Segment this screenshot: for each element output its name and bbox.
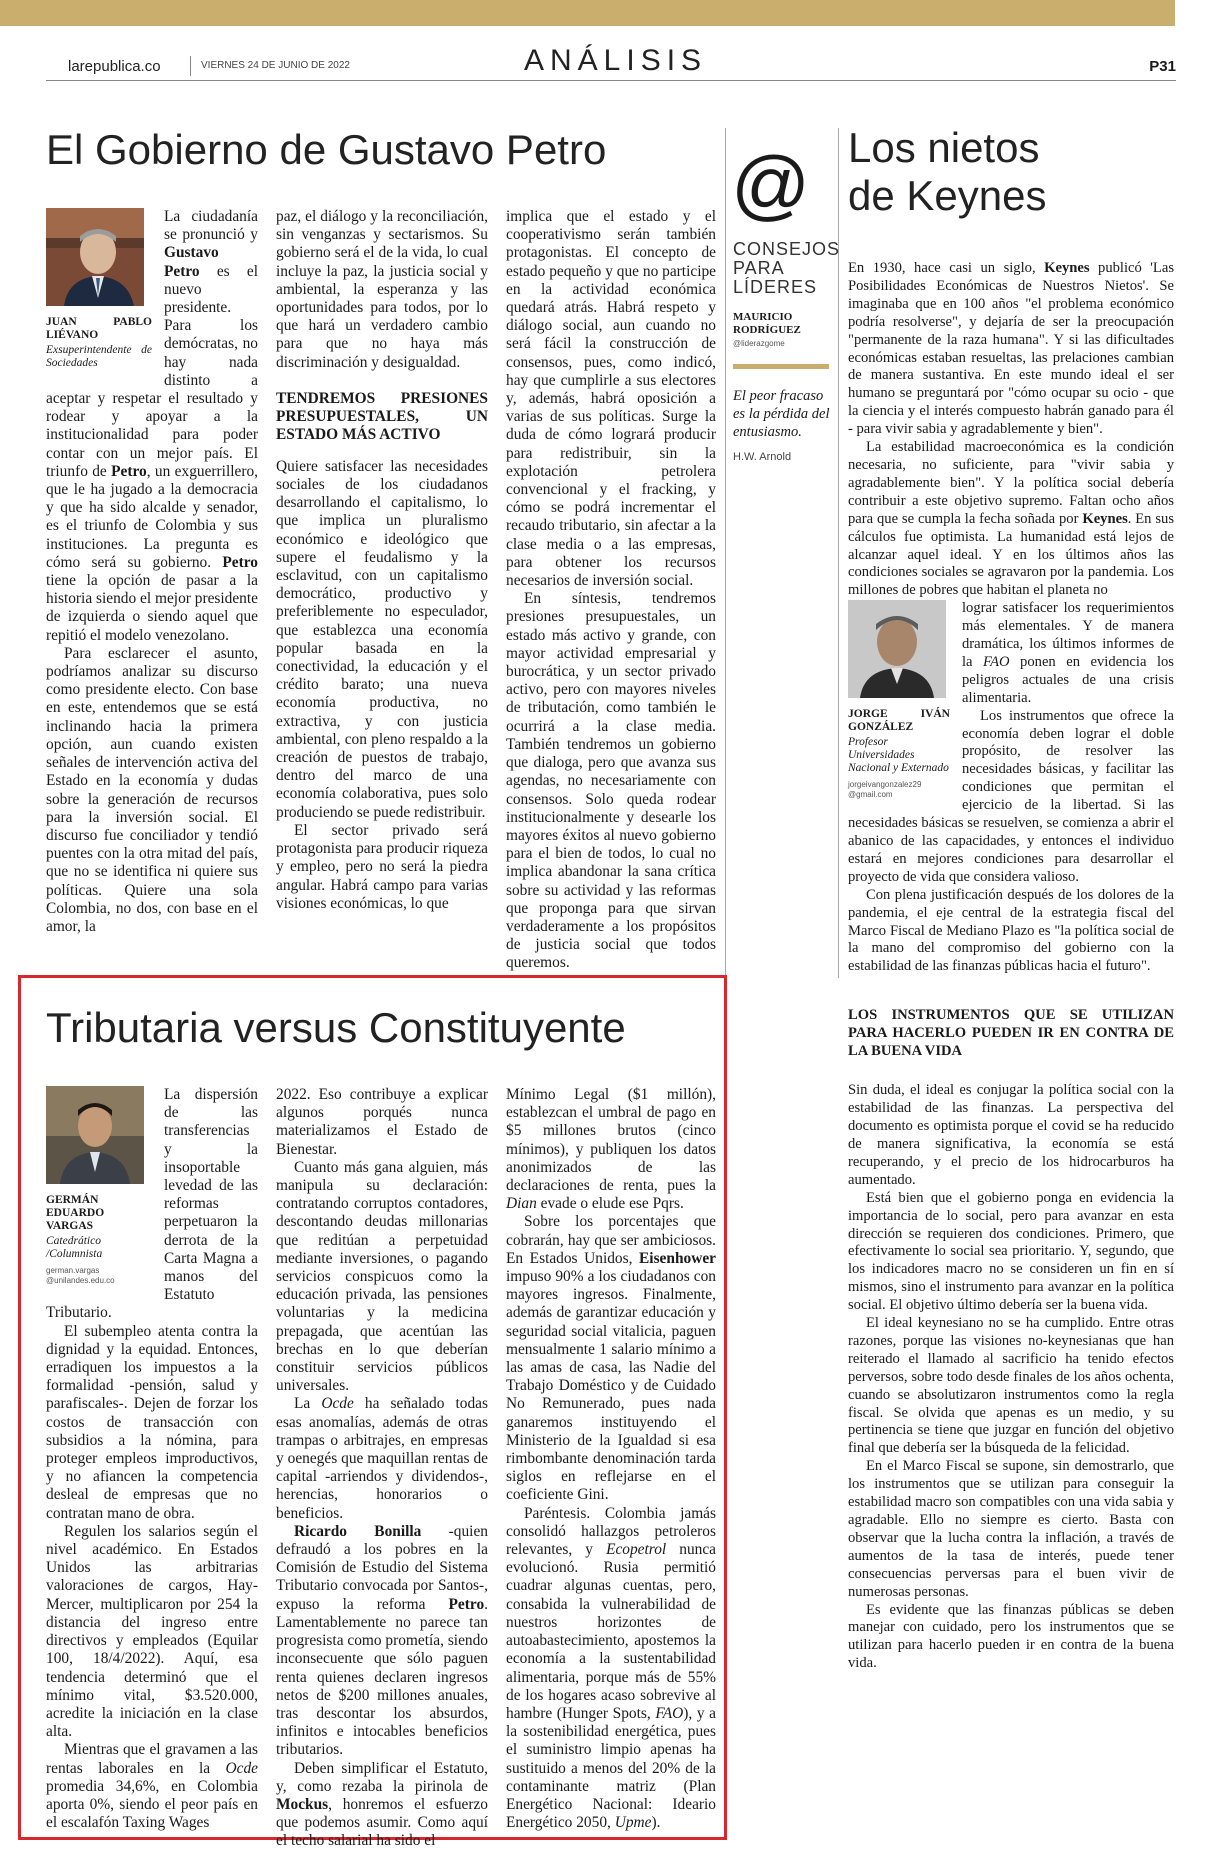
author-role: Exsuperintendente de Sociedades	[46, 344, 152, 369]
page-number: P31	[1149, 58, 1176, 75]
author-block	[848, 600, 950, 800]
paragraph: Regulen los salarios según el nivel académico. En Estados Unidos las arbitrarias valoraciones de cargos, Hay-Mercer, multiplicaron por 254 la distancia del ingreso entre directivos y empleados (Equilar 100, 18/4/2022). Aquí, esa tendencia determinó que el mínimo vital, $3.520.000, acredite la iniciación en la clase alta.	[46, 1522, 258, 1741]
article-petro-col3	[506, 208, 716, 973]
paragraph: La estabilidad macroeconómica es la condición necesaria, no suficiente, para "vivir sabia y agradablemente bien". Y la política social debería contribuir a este objetivo supremo. Faltan ocho años para que se cumpla la fecha soñada por Keynes. En sus cálculos fue optimista. La humanidad está lejos de alcanzar aquel ideal. Y en los últimos años las condiciones sociales se agravaron por la pandemia. Los millones de pobres que habitan el planeta no	[848, 439, 1174, 599]
paragraph: paz, el diálogo y la reconciliación, sin venganzas y sectarismos. Su gobierno será el de la vida, lo cual incluye la paz, la justicia social y ambiental, la esperanza y las oportunidades para todos, por lo que hará un verdadero cambio para que no haya más discriminación y desigualdad.	[276, 208, 488, 371]
consejos-box	[725, 128, 840, 463]
paragraph: La dispersión de las transferencias y la insoportable levedad de las reformas perpetuaron la derrota de la Carta Magna a manos del Estatuto Tributario.	[46, 1086, 258, 1322]
article-petro-col2	[276, 208, 488, 913]
author-name: JUAN PABLO LIÉVANO	[46, 316, 152, 341]
paragraph: Sin duda, el ideal es conjugar la política social con la estabilidad de las finanzas. La perspectiva del documento es optimista porque el covid se ha reducido de manera significativa, la economía se está recuperando, y el precio de los hidrocarburos ha aumentado.	[848, 1082, 1174, 1188]
article-title-keynes	[848, 124, 1046, 220]
author-role: Catedrático /Columnista	[46, 1235, 103, 1260]
paragraph: El subempleo atenta contra la dignidad y la equidad. Entonces, erradiquen los impuestos a la formalidad -pensión, salud y parafiscales-. Dejen de forzar los costos de transacción con subsidios a la nómina, para proteger empleos improductivos, y no afiancen la competencia desleal de empresas que no contratan mano de obra.	[46, 1322, 258, 1522]
author-role: Profesor Universidades Nacional y Externado	[848, 736, 949, 775]
consejos-author: MAURICIO RODRÍGUEZ	[733, 311, 801, 336]
article-tributaria-col3	[506, 1086, 716, 1832]
paragraph: Deben simplificar el Estatuto, y, como rezaba la pirinola de Mockus, honremos el esfuerzo que podemos asumir. Como aquí el techo salarial ha sido el	[276, 1759, 488, 1850]
article-subhead: LOS INSTRUMENTOS QUE SE UTILIZAN PARA HACERLO PUEDEN IR EN CONTRA DE LA BUENA VIDA	[848, 1007, 1174, 1060]
paragraph: Es evidente que las finanzas públicas se deben manejar con cuidado, pero los instrumentos que se utilizan para hacerlo pueden ir en contra de la buena vida.	[848, 1601, 1174, 1672]
author-email[interactable]: jorgeivangonzalez29 @gmail.com	[848, 780, 922, 800]
paragraph: En síntesis, tendremos presiones presupuestales, un estado más activo y grande, con mayor actividad empresarial y burocrática, y un sector privado activo, pero con mayores niveles de tributación, como también le ocurrirá a la clase media. También tendremos un gobierno que dialoga, pero que avanza sus agendas, no necesariamente con consensos. Solo queda rodear institucionalmente y desearle los mayores éxitos al nuevo gobierno para el bien de todos, lo cual no implica abandonar la sana crítica sobre su actividad y las reformas que proponga para que sirvan verdaderamente a los propósitos de justicia social que todos queremos.	[506, 590, 716, 972]
article-title-keynes-line2: de Keynes	[848, 172, 1047, 219]
article-keynes-part1	[848, 260, 1174, 600]
paragraph: Cuanto más gana alguien, más manipula su declaración: contratando corruptos contadores, descontando deudas millonarias que reditúan a perpetuidad mediante inversiones, o pagando servicios conspicuos como la educación privada, las pensiones voluntarias y la medicina prepagada, que acentúan las brechas en lo que deberían constituir servicios públicos universales.	[276, 1158, 488, 1395]
article-tributaria-col1	[46, 1086, 258, 1832]
author-photo	[46, 1086, 144, 1184]
consejos-rule	[733, 364, 829, 369]
paragraph: implica que el estado y el cooperativismo serán también protagonistas. El concepto de estado pequeño y que no participe en la actividad económica quedará atrás. Habrá respeto y diálogo social, aun cuando no será fácil la construcción de consensos, pues, como indicó, hay que cumplirle a sus electores y, además, habrá oposición a varias de sus políticas. Surge la duda de cómo logrará producir para redistribuir, sin la explotación petrolera convencional y el fracking, y cómo se podrá incrementar el recaudo tributario, sin afectar a la clase media o a las empresas, para obtener los recursos necesarios de inversión social.	[506, 208, 716, 590]
article-petro-col1	[46, 208, 258, 936]
consejos-handle[interactable]: @liderazgome	[733, 339, 785, 348]
paragraph: Mínimo Legal ($1 millón), establezcan el umbral de pago en $5 millones brutos (cinco mínimos), y publiquen los datos anonimizados de las declaraciones de renta, pues la Dian evade o elude ese Pqrs.	[506, 1086, 716, 1213]
article-petro-col3-text	[506, 208, 716, 973]
paragraph: La Ocde ha señalado todas esas anomalías, además de otras trampas o arbitrajes, en empresas y oenegés que maquillan rentas de capital -arriendos y dividendos-, herencias, honorarios o beneficios.	[276, 1395, 488, 1522]
author-block	[46, 1086, 152, 1286]
article-keynes-part3	[848, 1082, 1174, 1673]
consejos-title: CONSEJOS PARA LÍDERES	[733, 239, 841, 297]
paragraph: Sobre los porcentajes que cobrarán, hay que ser ambiciosos. En Estados Unidos, Eisenhower impuso 90% a los ciudadanos con mayores ingresos. Finalmente, además de garantizar educación y seguridad social vitalicia, paguen mensualmente 1 salario mínimo a las amas de casa, las Nadie del Trabajo Doméstico y de Cuidado No Remunerado, pues nada ganaremos instituyendo el Ministerio de la Igualdad si esa rimbombante denominación tarda siglos en reflejarse en el coeficiente Gini.	[506, 1213, 716, 1504]
author-name: GERMÁN EDUARDO VARGAS	[46, 1194, 105, 1232]
issue-date: VIERNES 24 DE JUNIO DE 2022	[201, 60, 350, 71]
paragraph: Mientras que el gravamen a las rentas laborales en la Ocde promedia 34,6%, en Colombia aporta 0%, siendo el peor país en el escalafón Taxing Wages	[46, 1741, 258, 1832]
paragraph: El ideal keynesiano no se ha cumplido. Entre otras razones, porque las visiones no-keynesianas que han reiterado el llamado al sacrificio ha tenido efectos perversos, sobre todo desde finales de los años ochenta, cuando se absolutizaron instrumentos como la regla fiscal. Se olvida que apenas es un medio, y su pertinencia se tiene que juzgar en función del objetivo final que debería ser la búsqueda de la felicidad.	[848, 1315, 1174, 1457]
consejos-quote-author: H.W. Arnold	[733, 451, 792, 463]
paragraph: Está bien que el gobierno ponga en evidencia la importancia de lo social, pero para avanzar en esta dirección se requieren dos condiciones. Primero, que efectivamente lo social sea prioritario. Y, segundo, que los indicadores macro no se consideren un fin en sí mismos, sino el instrumento para avanzar en la política social. El objetivo último debería ser la buena vida.	[848, 1189, 1174, 1314]
at-symbol-icon: @	[731, 140, 811, 228]
article-title-petro: El Gobierno de Gustavo Petro	[46, 126, 607, 173]
article-keynes-col	[848, 260, 1174, 1673]
article-petro-col2-text	[276, 458, 488, 913]
paragraph: lograr satisfacer los requerimientos más elementales. Y de manera dramática, los últimos informes de la FAO ponen en evidencia los peligros actuales de una crisis alimentaria.	[962, 600, 1174, 706]
paragraph: Para esclarecer el asunto, podríamos analizar su discurso como presidente electo. Con base en este, entendemos que se está inclinando hacia la primera opción, aun cuando existen señales de intervención activa del Estado en la economía y dudas sobre la generación de recursos para la inversión social. El discurso fue conciliador y tendió puentes con la otra mitad del país, que no se identifica ni quiere sus políticas. Quiere una sola Colombia, no dos, con base en el amor, la	[46, 644, 258, 935]
consejos-quote: El peor fracaso es la pérdida del entusiasmo.	[733, 388, 830, 440]
paragraph: Paréntesis. Colombia jamás consolidó hallazgos petroleros relevantes, y Ecopetrol nunca evolucionó. Rusia permitió cuadrar algunas cuentas, pero, consabida la vulnerabilidad de nuestros horizontes de autoabastecimiento, apostemos la economía a la sustentabilidad alimentaria, porque más de 55% de los hogares acaso sobrevive al hambre (Hunger Spots, FAO), y a la sostenibilidad energética, pues el suministro limpio apenas ha sustituido a menos del 20% de la contaminante matriz (Plan Energético Nacional: Ideario Energético 2050, Upme).	[506, 1504, 716, 1832]
paragraph: El sector privado será protagonista para producir riqueza y empleo, pero no será la piedra angular. Habrá campo para varias visiones económicas, lo que	[276, 821, 488, 912]
paragraph: Con plena justificación después de los dolores de la pandemia, el eje central de la estrategia fiscal del Marco Fiscal de Mediano Plazo es "la política social de la mano del compromiso del gobierno con la estabilidad de las finanzas públicas hacia el futuro".	[848, 886, 1174, 975]
author-name: JORGE IVÁN GONZÁLEZ	[848, 708, 950, 734]
paragraph: 2022. Eso contribuye a explicar algunos porqués nunca materializamos el Estado de Bienestar.	[276, 1086, 488, 1158]
paragraph: Quiere satisfacer las necesidades sociales de los ciudadanos desarrollando el capitalismo, lo que implica un pluralismo económico e ideológico que supere el feudalismo y la esclavitud, con un capitalismo democrático, productivo y preferiblemente no especulador, que establezca una economía popular basada en la conectividad, la educación y el crédito barato; una nueva economía productiva, no extractiva, y con justicia ambiental, con pleno respaldo a la creación de puestos de trabajo, dentro del marco de una economía colaborativa, pues solo produciendo se puede redistribuir.	[276, 457, 488, 821]
article-tributaria-col2-text	[276, 1086, 488, 1851]
article-tributaria-col3-text	[506, 1086, 716, 1832]
author-block	[46, 208, 152, 370]
section-title: ANÁLISIS	[524, 44, 708, 77]
paragraph: Los instrumentos que ofrece la economía deben lograr el doble propósito, de resolver las necesidades básicas, y facilitar las condiciones que permitan el ejercicio de la libertad. Si las necesidades básicas se resuelven, se comienza a abrir el abanico de las capacidades, y entonces el individuo estará en mejores condiciones para desarrollar el proyecto de vida que considera valioso.	[848, 707, 1174, 885]
paragraph: Ricardo Bonilla -quien defraudó a los pobres en la Comisión de Estudio del Sistema Tributario convocada por Santos-, expuso la reforma Petro. Lamentablemente no parece tan progresista como prometía, siendo inconsecuente que sólo paguen renta quienes declaren ingresos netos de $200 millones anuales, tras descontar los absurdos, infinitos e intocables beneficios tributarios.	[276, 1522, 488, 1759]
author-photo	[848, 600, 946, 698]
article-title-keynes-line1: Los nietos	[848, 124, 1040, 171]
paragraph: La ciudadanía se pronunció y Gustavo Petro es el nuevo presidente. Para los demócratas, no hay nada distinto a aceptar y respetar el resultado y rodear y apoyar a la institucionalidad para poder contar con un mejor país. El triunfo de Petro, un exguerrillero, que le ha jugado a la democracia y que ha sido alcalde y senador, es el triunfo de Colombia y sus instituciones. La pregunta es cómo será su gobierno. Petro tiene la opción de pasar a la historia siendo el mejor presidente de izquierda o siendo aquel que repitió el modelo venezolano.	[46, 208, 258, 644]
author-email[interactable]: german.vargas @unilandes.edu.co	[46, 1266, 115, 1285]
header-separator	[190, 56, 191, 76]
paragraph: En el Marco Fiscal se supone, sin demostrarlo, que los instrumentos que se utilizan para conseguir la estabilidad macro son compatibles con una vida sabia y agradable. Ello no siempre es cierto. Basta con observar que la lucha contra la inflación, a través de aumentos de la tasa de interés, puede tener consecuencias perversas para el buen vivir de numerosas personas.	[848, 1458, 1174, 1600]
article-title-tributaria: Tributaria versus Constituyente	[46, 1004, 626, 1051]
paragraph: En 1930, hace casi un siglo, Keynes publicó 'Las Posibilidades Económicas de Nuestros Nietos'. Se imaginaba que en 100 años "el problema económico podría resolverse", y dejaría de ser la preocupación "permanente de la raza humana". Y si las dificultades económicas estaban resueltas, las prelaciones cambian de manera sustantiva. En este mundo ideal el ser humano se preguntará por "cómo ocupar su ocio - que la ciencia y el interés compuesto habrán ganado para él - para vivir sabia y agradablemente y bien".	[848, 260, 1174, 438]
article-subhead: TENDREMOS PRESIONES PRESUPUESTALES, UN ESTADO MÁS ACTIVO	[276, 389, 488, 443]
page-header	[46, 44, 1176, 81]
article-tributaria-col2	[276, 1086, 488, 1851]
author-photo	[46, 208, 144, 306]
top-color-bar	[0, 0, 1175, 26]
site-name[interactable]: larepublica.co	[68, 58, 161, 75]
